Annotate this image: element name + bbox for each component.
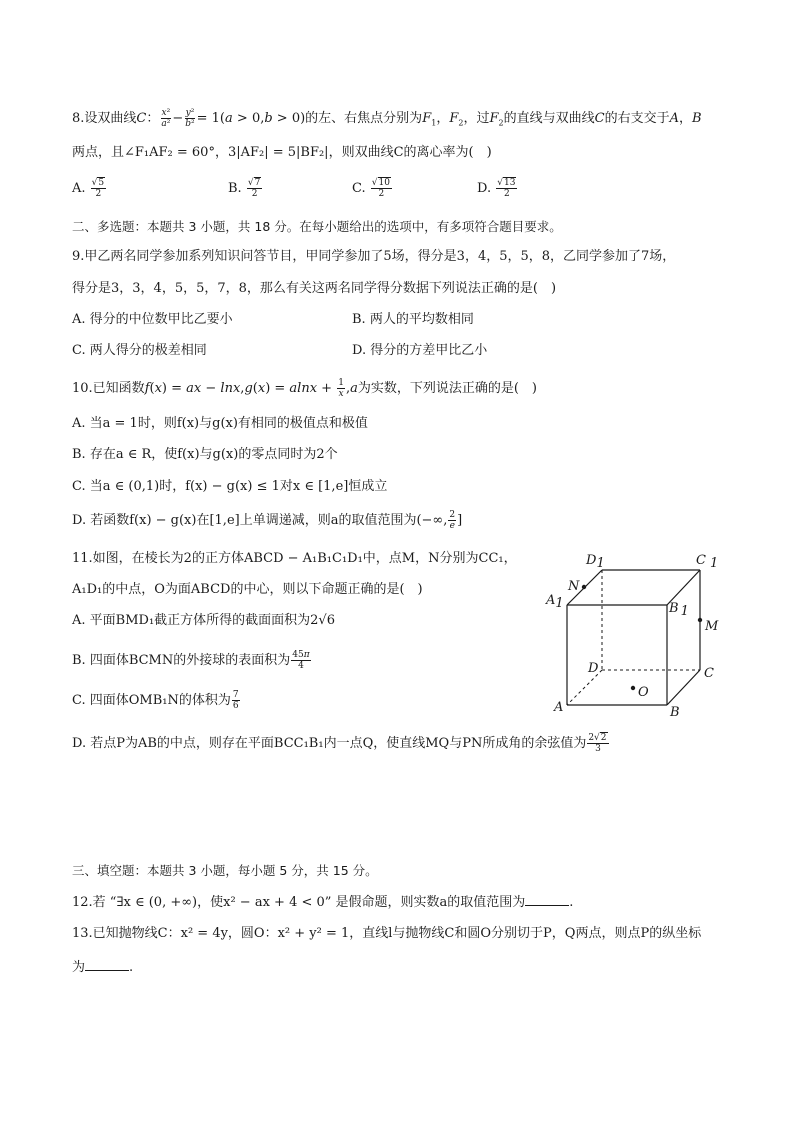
q13-answer-blank[interactable] [85, 958, 129, 971]
q9-option-c: C. 两人得分的极差相同 [72, 343, 207, 358]
q13-line2: 为 . [72, 960, 134, 975]
q8-line2: 两点，且∠F₁AF₂ = 60°，3|AF₂| = 5|BF₂|，则双曲线C的离心率为( ) [72, 145, 492, 160]
q13-line1: 13.已知抛物线C：x² = 4y，圆O：x² + y² = 1，直线l与抛物线C和圆O分别切于P，Q两点，则点P的纵坐标 [72, 926, 702, 941]
svg-text:A: A [554, 700, 564, 715]
svg-text:M: M [705, 619, 719, 634]
q12-answer-blank[interactable] [525, 893, 569, 906]
q9-option-a: A. 得分的中位数甲比乙要小 [72, 312, 233, 327]
svg-text:N: N [568, 579, 580, 594]
svg-text:B1: B 1 [669, 601, 689, 619]
q12: 12.若 “∃x ∈ (0, +∞)，使x² − ax + 4 < 0” 是假命题，则实数a的取值范围为 . [72, 895, 574, 910]
q11-line1: 11.如图，在棱长为2的正方体ABCD − A₁B₁C₁D₁中，点M，N分别为CC₁， [72, 551, 517, 566]
q9-line2: 得分是3，3，4，5，5，7，8，那么有关这两名同学得分数据下列说法正确的是( ) [72, 281, 557, 296]
q10-option-b: B. 存在a ∈ R，使f(x)与g(x)的零点同时为2个 [72, 447, 338, 462]
q9-option-d: D. 得分的方差甲比乙小 [352, 343, 488, 358]
q9-option-b: B. 两人的平均数相同 [352, 312, 474, 327]
hyperbola-fraction: $\frac{\text{x²}}{\text{a²}}$ [161, 108, 171, 129]
q10-option-c: C. 当a ∈ (0,1)时，f(x) − g(x) ≤ 1对x ∈ [1,e]恒成立 [72, 479, 388, 494]
svg-text:A1: A1 [546, 593, 564, 611]
section-2-heading: 二、多选题：本题共 3 小题，共 18 分。在每小题给出的选项中，有多项符合题目要求。 [72, 219, 562, 234]
svg-text:D: D [588, 661, 599, 676]
q11-option-d: D. 若点P为AB的中点，则存在平面BCC₁B₁内一点Q，使直线MQ与PN所成角的余弦值为 $\frac{2√2}{3}$ [72, 733, 607, 754]
q8-option-a: A. $\frac{√5}{2}$ [72, 178, 105, 199]
q11-option-a: A. 平面BMD₁截正方体所得的截面面积为2√6 [72, 613, 335, 628]
svg-text:B: B [670, 705, 680, 720]
q8-line1: 8.设双曲线C： $\frac{\text{x²}}{\text{a²}}$ − $\frac{\text{y²}}{\text{b²}}$ = 1(a > 0,b > 0)的左、右焦点分别为$F_1$，$F_2$，过$F_2$的直线与双曲线C的右支交于A，B [72, 108, 702, 129]
q8-option-d: D. $\frac{√13}{2}$ [477, 178, 516, 199]
q11-option-c: C. 四面体OMB₁N的体积为 $\frac{7}{6}$ [72, 690, 239, 711]
q10-option-d: D. 若函数f(x) − g(x)在[1,e]上单调递减，则a的取值范围为(−∞, $\frac{2}{e}$ ] [72, 510, 463, 531]
q10-stem: 10.已知函数f(x) = ax − lnx,g(x) = alnx + $\frac{1}{x}$ ,a为实数，下列说法正确的是( ) [72, 378, 538, 399]
svg-text:C1: C 1 [696, 553, 719, 571]
cube-figure [540, 548, 730, 724]
q11-option-b: B. 四面体BCMN的外接球的表面积为 $\frac{45\pi}{4}$ [72, 650, 310, 671]
q9-line1: 9.甲乙两名同学参加系列知识问答节目，甲同学参加了5场，得分是3，4，5，5，8，乙同学参加了7场， [72, 249, 676, 264]
q8-option-b: B. $\frac{√7}{2}$ [228, 178, 261, 199]
svg-text:O: O [638, 685, 649, 700]
q8-option-c: C. $\frac{√10}{2}$ [352, 178, 390, 199]
svg-text:D1: D1 [586, 553, 605, 571]
q10-option-a: A. 当a = 1时，则f(x)与g(x)有相同的极值点和极值 [72, 416, 368, 431]
section-3-heading: 三、填空题：本题共 3 小题，每小题 5 分，共 15 分。 [72, 863, 378, 878]
q11-line2: A₁D₁的中点，O为面ABCD的中心，则以下命题正确的是( ) [72, 582, 423, 597]
svg-text:C: C [704, 666, 714, 681]
